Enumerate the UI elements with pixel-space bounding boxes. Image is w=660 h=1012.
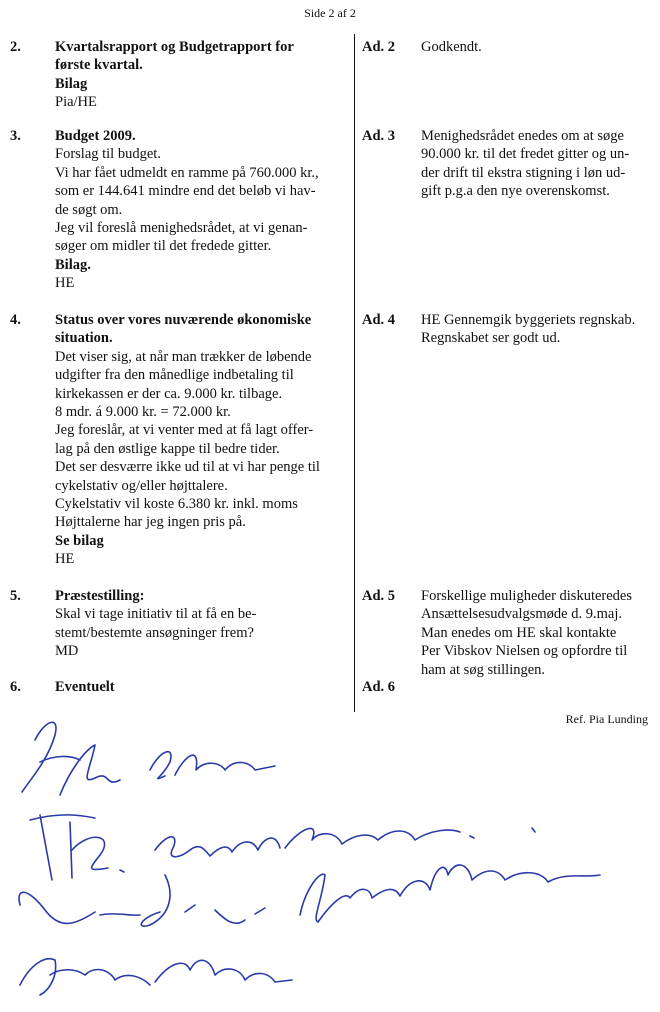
agenda-item-text: Jeg vil foreslå menighedsrådet, at vi genan- <box>55 220 308 237</box>
agenda-item-text: Bilag. <box>55 256 91 273</box>
agenda-item-text: kirkekassen er der ca. 9.000 kr. tilbage. <box>55 385 283 402</box>
agenda-item-text: Forslag til budget. <box>55 146 161 163</box>
agenda-item-text: stemt/bestemte ansøgninger frem? <box>55 624 254 641</box>
agenda-item-text: udgifter fra den månedlige indbetaling til <box>55 367 294 384</box>
resolution-line: Per Vibskov Nielsen og opfordre til <box>421 643 628 660</box>
agenda-item-body <box>55 587 345 661</box>
resolution-text <box>421 38 656 56</box>
signature-4 <box>300 865 600 922</box>
resolution-line: Ansættelsesudvalgsmøde d. 9.maj. <box>421 606 622 623</box>
agenda-item-text: situation. <box>55 330 113 347</box>
agenda-item-text: Højttalerne har jeg ingen pris på. <box>55 514 246 531</box>
agenda-item-text: Se bilag <box>55 532 104 549</box>
agenda-item-text: MD <box>55 643 79 660</box>
resolution-line: ham at søg stillingen. <box>421 661 546 678</box>
agenda-item-text: de søgt om. <box>55 201 123 218</box>
resolution-line: Forskellige muligheder diskuteredes <box>421 588 633 604</box>
agenda-item-text: HE <box>55 551 75 568</box>
agenda-item-number: 6. <box>10 679 21 695</box>
agenda-item-text: HE <box>55 275 75 292</box>
resolution-line: der drift til ekstra stigning i løn ud- <box>421 164 626 181</box>
resolution-line: HE Gennemgik byggeriets regnskab. <box>421 312 636 328</box>
resolution-line: Godkendt. <box>421 39 482 55</box>
agenda-item-body <box>55 127 345 293</box>
agenda-item-title: Eventuelt <box>55 679 115 695</box>
page-number: Side 2 af 2 <box>304 6 356 20</box>
agenda-item-text: Skal vi tage initiativ til at få en be- <box>55 606 257 623</box>
resolution-label: Ad. 3 <box>362 128 396 144</box>
agenda-item-text: Cykelstativ vil koste 6.380 kr. inkl. moms <box>55 496 298 513</box>
signature-6 <box>20 959 292 995</box>
agenda-item-text: 8 mdr. á 9.000 kr. = 72.000 kr. <box>55 404 231 421</box>
agenda-item-text: Det ser desværre ikke ud til at vi har penge til <box>55 459 320 476</box>
agenda-item-text: lag på den østlige kappe til bedre tider. <box>55 440 280 457</box>
agenda-item-text: Vi har fået udmeldt en ramme på 760.000 kr., <box>55 164 319 181</box>
agenda-item-title: Præstestilling: <box>55 588 145 604</box>
agenda-item-text: Pia/HE <box>55 94 97 111</box>
resolution-line: Menighedsrådet enedes om at søge <box>421 128 624 144</box>
resolution-line: Regnskabet ser godt ud. <box>421 330 561 347</box>
resolution-label: Ad. 4 <box>362 312 396 328</box>
agenda-item-title: Kvartalsrapport og Budgetrapport for <box>55 39 294 55</box>
resolution-line: gift p.g.a den nye overenskomst. <box>421 183 610 200</box>
resolution-line: 90.000 kr. til det fredet gitter og un- <box>421 146 630 163</box>
agenda-item-body <box>55 38 345 112</box>
resolution-text <box>421 587 656 679</box>
agenda-item-text: søger om midler til det fredede gitter. <box>55 238 272 255</box>
column-divider <box>354 34 355 712</box>
agenda-item-text: Det viser sig, at når man trækker de løbende <box>55 348 312 365</box>
signature-2 <box>30 815 124 880</box>
resolution-line: Man enedes om HE skal kontakte <box>421 624 617 641</box>
agenda-item-body <box>55 311 345 569</box>
agenda-item-number: 4. <box>10 312 21 328</box>
resolution-text <box>421 127 656 201</box>
agenda-item-number: 3. <box>10 128 21 144</box>
agenda-item-body <box>55 678 345 696</box>
resolution-label: Ad. 2 <box>362 39 396 55</box>
signature-3 <box>155 828 535 857</box>
agenda-item-text: som er 144.641 mindre end det beløb vi hav- <box>55 183 316 200</box>
agenda-item-text: Bilag <box>55 75 88 92</box>
agenda-item-text: cykelstativ og/eller højttalere. <box>55 477 228 494</box>
resolution-label: Ad. 6 <box>362 679 396 695</box>
minutes-reference: Ref. Pia Lunding <box>565 712 648 726</box>
signature-1 <box>22 722 275 795</box>
agenda-item-title: Budget 2009. <box>55 128 136 144</box>
agenda-item-text: første kvartal. <box>55 57 143 74</box>
resolution-label: Ad. 5 <box>362 588 396 604</box>
agenda-item-number: 2. <box>10 39 21 55</box>
resolution-text <box>421 311 656 348</box>
signature-5 <box>19 875 265 926</box>
agenda-item-text: Jeg foreslår, at vi venter med at få lagt offer- <box>55 422 314 439</box>
agenda-item-title: Status over vores nuværende økonomiske <box>55 312 312 328</box>
agenda-item-number: 5. <box>10 588 21 604</box>
signatures-block <box>0 700 660 1012</box>
